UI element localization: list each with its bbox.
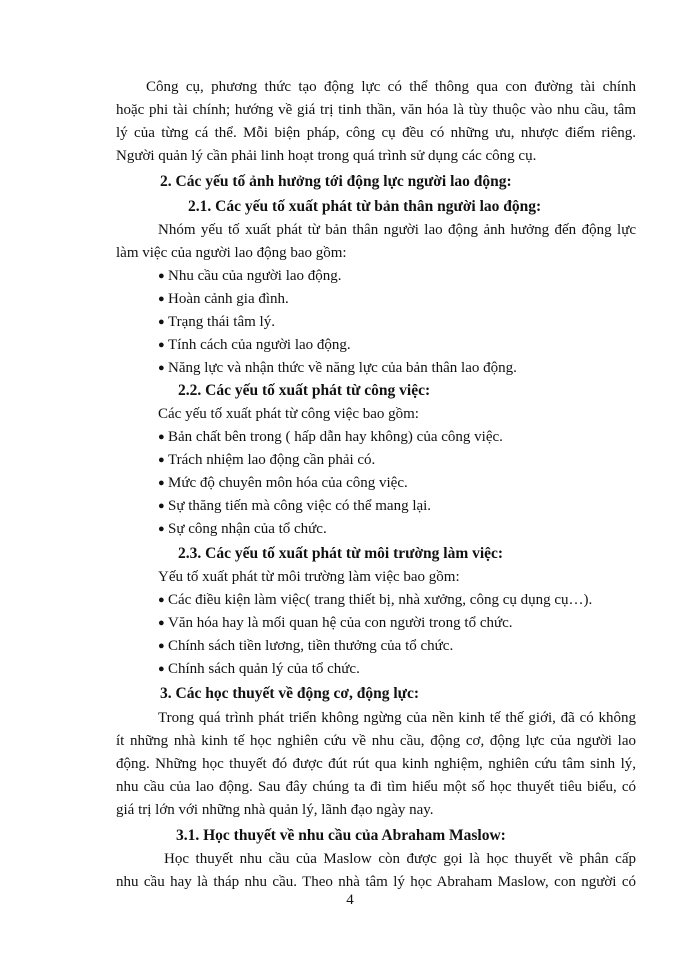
bullet-icon: ●: [158, 663, 165, 675]
subsection-heading: 2.3. Các yếu tố xuất phát từ môi trường làm việc:: [178, 545, 504, 562]
paragraph-line: Trong quá trình phát triển không ngừng của nền kinh tế thế giới, đã có không: [158, 710, 636, 726]
paragraph-line: lý của từng cá thể. Mỗi biện pháp, công cụ đều có những ưu, nhược điểm riêng.: [116, 125, 636, 141]
list-item-text: Năng lực và nhận thức về năng lực của bản thân lao động.: [168, 360, 517, 376]
paragraph-line: Công cụ, phương thức tạo động lực có thể thông qua con đường tài chính: [146, 79, 636, 95]
list-item-text: Trạng thái tâm lý.: [168, 314, 275, 330]
list-item-text: Các điều kiện làm việc( trang thiết bị, nhà xưởng, công cụ dụng cụ…).: [168, 592, 593, 608]
list-item: [158, 590, 678, 610]
list-item-text: Tính cách của người lao động.: [168, 337, 351, 353]
paragraph-line: giá trị lớn với những nhà quản lý, lãnh đạo ngày nay.: [116, 802, 434, 818]
bullet-icon: ●: [158, 339, 165, 351]
paragraph-line: Các yếu tố xuất phát từ công việc bao gồm:: [158, 406, 419, 422]
list-item: [158, 358, 678, 378]
list-item-text: Hoàn cảnh gia đình.: [168, 291, 289, 307]
paragraph-line: ít những nhà kinh tế học nghiên cứu về nhu cầu, động cơ, động lực của người lao: [116, 733, 636, 749]
list-item: [158, 427, 678, 447]
list-item: [158, 312, 678, 332]
paragraph-line: động. Những học thuyết đó được đút rút qua kinh nghiệm, nghiên cứu tâm sinh lý,: [116, 756, 636, 772]
list-item-text: Sự thăng tiến mà công việc có thể mang lại.: [168, 498, 432, 514]
subsection-heading: 3.1. Học thuyết về nhu cầu của Abraham Maslow:: [176, 827, 506, 844]
list-item: [158, 450, 678, 470]
paragraph-line: nhu cầu hay là tháp nhu cầu. Theo nhà tâm lý học Abraham Maslow, con người có: [116, 874, 636, 890]
list-item-text: Mức độ chuyên môn hóa của công việc.: [168, 475, 408, 491]
page-number: 4: [346, 892, 354, 908]
subsection-heading: 2.2. Các yếu tố xuất phát từ công việc:: [178, 382, 431, 399]
bullet-icon: ●: [158, 316, 165, 328]
list-item: [158, 613, 678, 633]
bullet-icon: ●: [158, 617, 165, 629]
list-item-text: Sự công nhận của tổ chức.: [168, 521, 327, 537]
bullet-icon: ●: [158, 640, 165, 652]
bullet-icon: ●: [158, 293, 165, 305]
list-item: [158, 496, 678, 516]
list-item-text: Chính sách tiền lương, tiền thưởng của tổ chức.: [168, 638, 454, 654]
paragraph-line: nhu cầu của lao động. Sau đây chúng ta đi tìm hiểu một số học thuyết tiêu biểu, có: [116, 779, 636, 795]
list-item: [158, 335, 678, 355]
bullet-icon: ●: [158, 454, 165, 466]
bullet-icon: ●: [158, 362, 165, 374]
bullet-icon: ●: [158, 500, 165, 512]
paragraph-line: Người quản lý cần phải linh hoạt trong quá trình sử dụng các công cụ.: [116, 148, 537, 164]
section-heading: 2. Các yếu tố ảnh hưởng tới động lực người lao động:: [160, 173, 512, 190]
list-item-text: Trách nhiệm lao động cần phải có.: [168, 452, 376, 468]
list-item: [158, 266, 678, 286]
paragraph-line: Học thuyết nhu cầu của Maslow còn được gọi là học thuyết về phân cấp: [164, 851, 636, 867]
list-item: [158, 636, 678, 656]
paragraph-line: làm việc của người lao động bao gồm:: [116, 245, 347, 261]
bullet-icon: ●: [158, 477, 165, 489]
bullet-icon: ●: [158, 431, 165, 443]
paragraph-line: Yếu tố xuất phát từ môi trường làm việc bao gồm:: [158, 569, 460, 585]
bullet-icon: ●: [158, 523, 165, 535]
list-item-text: Chính sách quản lý của tổ chức.: [168, 661, 360, 677]
paragraph-line: Nhóm yếu tố xuất phát từ bản thân người lao động ảnh hưởng đến động lực: [158, 222, 636, 238]
section-heading: 3. Các học thuyết về động cơ, động lực:: [160, 685, 419, 702]
list-item: [158, 659, 678, 679]
paragraph-line: hoặc phi tài chính; hướng về giá trị tinh thần, văn hóa là tùy thuộc vào nhu cầu, tâm: [116, 102, 636, 118]
bullet-icon: ●: [158, 270, 165, 282]
list-item-text: Văn hóa hay là mối quan hệ của con người trong tổ chức.: [168, 615, 513, 631]
list-item-text: Nhu cầu của người lao động.: [168, 268, 342, 284]
list-item-text: Bản chất bên trong ( hấp dẫn hay không) của công việc.: [168, 429, 503, 445]
list-item: [158, 473, 678, 493]
list-item: [158, 289, 678, 309]
bullet-icon: ●: [158, 594, 165, 606]
subsection-heading: 2.1. Các yếu tố xuất phát từ bản thân người lao động:: [188, 198, 542, 215]
list-item: [158, 519, 678, 539]
